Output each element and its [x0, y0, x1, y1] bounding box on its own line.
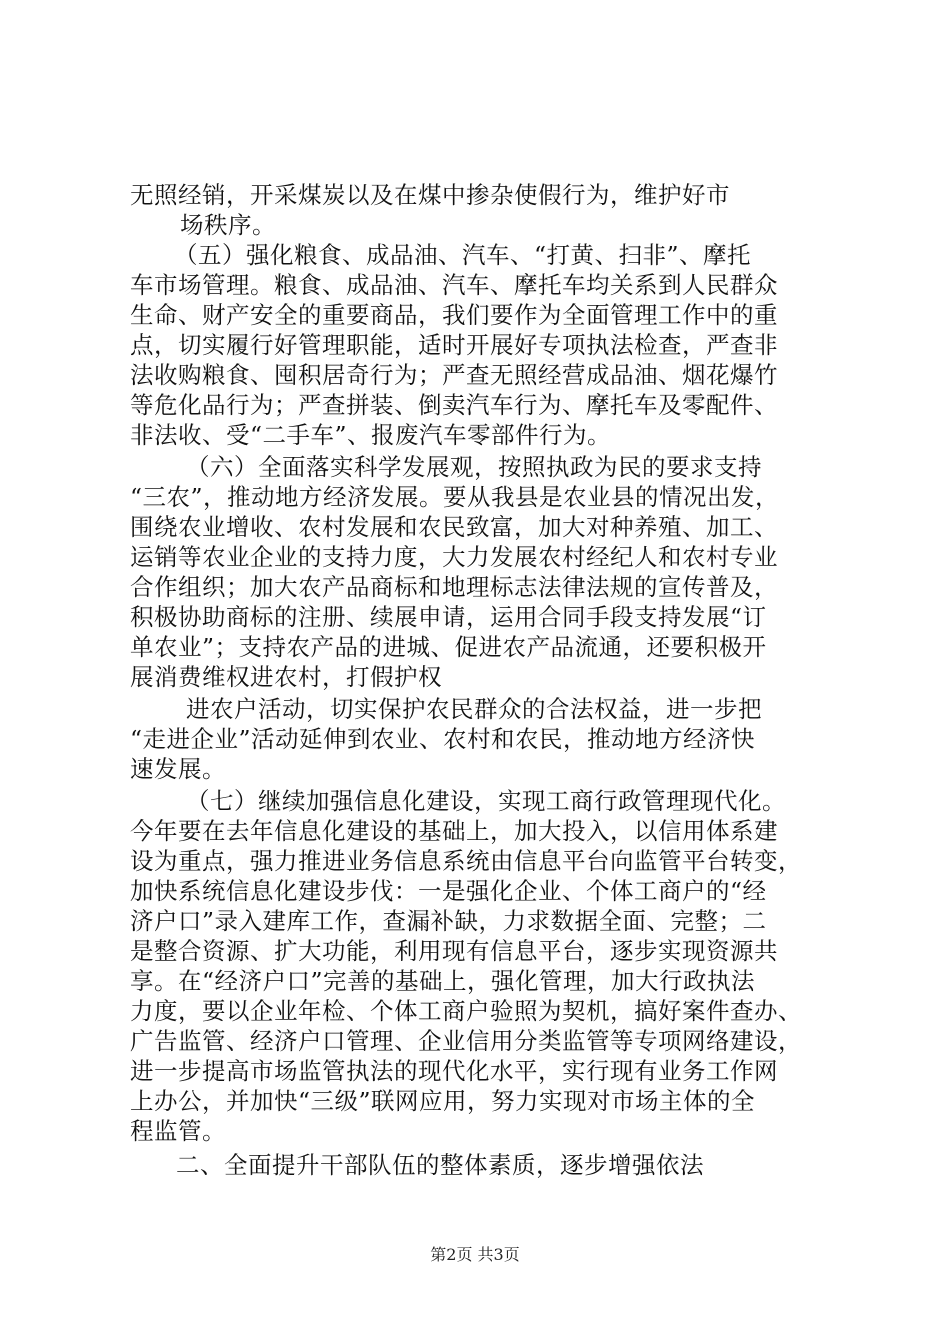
- text-line: 速发展。: [130, 755, 226, 783]
- text-line: 合作组织；加大农产品商标和地理标志法律法规的宣传普及，: [130, 573, 778, 601]
- text-line: 点，切实履行好管理职能，适时开展好专项执法检查，严查非: [130, 331, 778, 359]
- text-line: 等危化品行为；严查拼装、倒卖汽车行为、摩托车及零配件、: [130, 391, 778, 419]
- text-line: （六）全面落实科学发展观，按照执政为民的要求支持: [186, 453, 762, 481]
- text-line: 享。在“经济户口”完善的基础上，强化管理，加大行政执法: [130, 967, 756, 995]
- text-line: 是整合资源、扩大功能，利用现有信息平台，逐步实现资源共: [130, 937, 778, 965]
- text-line: 今年要在去年信息化建设的基础上，加大投入，以信用体系建: [130, 817, 778, 845]
- text-line: “三农”，推动地方经济发展。要从我县是农业县的情况出发，: [130, 483, 780, 511]
- text-line: （七）继续加强信息化建设，实现工商行政管理现代化。: [186, 787, 786, 815]
- text-line: 展消费维权进农村，打假护权: [130, 663, 442, 691]
- text-line: 力度，要以企业年检、个体工商户验照为契机，搞好案件查办、: [130, 997, 802, 1025]
- text-line: 生命、财产安全的重要商品，我们要作为全面管理工作中的重: [130, 301, 778, 329]
- text-line: 进农户活动，切实保护农民群众的合法权益，进一步把: [186, 695, 762, 723]
- text-line: 济户口”录入建库工作，查漏补缺，力求数据全面、完整；二: [130, 907, 767, 935]
- text-line: 设为重点，强力推进业务信息系统由信息平台向监管平台转变，: [130, 847, 802, 875]
- text-line: 上办公，并加快“三级”联网应用，努力实现对市场主体的全: [130, 1087, 756, 1115]
- text-line: 加快系统信息化建设步伐：一是强化企业、个体工商户的“经: [130, 877, 767, 905]
- text-line: 程监管。: [130, 1117, 226, 1145]
- text-line: 场秩序。: [180, 211, 276, 239]
- text-line: 进一步提高市场监管执法的现代化水平，实行现有业务工作网: [130, 1057, 778, 1085]
- text-line: 法收购粮食、囤积居奇行为；严查无照经营成品油、烟花爆竹: [130, 361, 778, 389]
- text-line: 广告监管、经济户口管理、企业信用分类监管等专项网络建设，: [130, 1027, 802, 1055]
- text-line: 无照经销，开采煤炭以及在煤中掺杂使假行为，维护好市: [130, 181, 730, 209]
- text-line: （五）强化粮食、成品油、汽车、“打黄、扫非”、摩托: [174, 241, 752, 269]
- page-number-footer: 第2页 共3页: [430, 1245, 520, 1264]
- text-line: 运销等农业企业的支持力度，大力发展农村经纪人和农村专业: [130, 543, 778, 571]
- text-line: 非法收、受“二手车”、报废汽车零部件行为。: [130, 421, 612, 449]
- text-line: 单农业”；支持农产品的进城、促进农产品流通，还要积极开: [130, 633, 767, 661]
- text-line: 积极协助商标的注册、续展申请，运用合同手段支持发展“订: [130, 603, 767, 631]
- text-line: “走进企业”活动延伸到农业、农村和农民，推动地方经济快: [130, 725, 756, 753]
- text-line: 车市场管理。粮食、成品油、汽车、摩托车均关系到人民群众: [130, 271, 778, 299]
- section-heading: 二、全面提升干部队伍的整体素质，逐步增强依法: [176, 1151, 704, 1179]
- text-line: 围绕农业增收、农村发展和农民致富，加大对种养殖、加工、: [130, 513, 778, 541]
